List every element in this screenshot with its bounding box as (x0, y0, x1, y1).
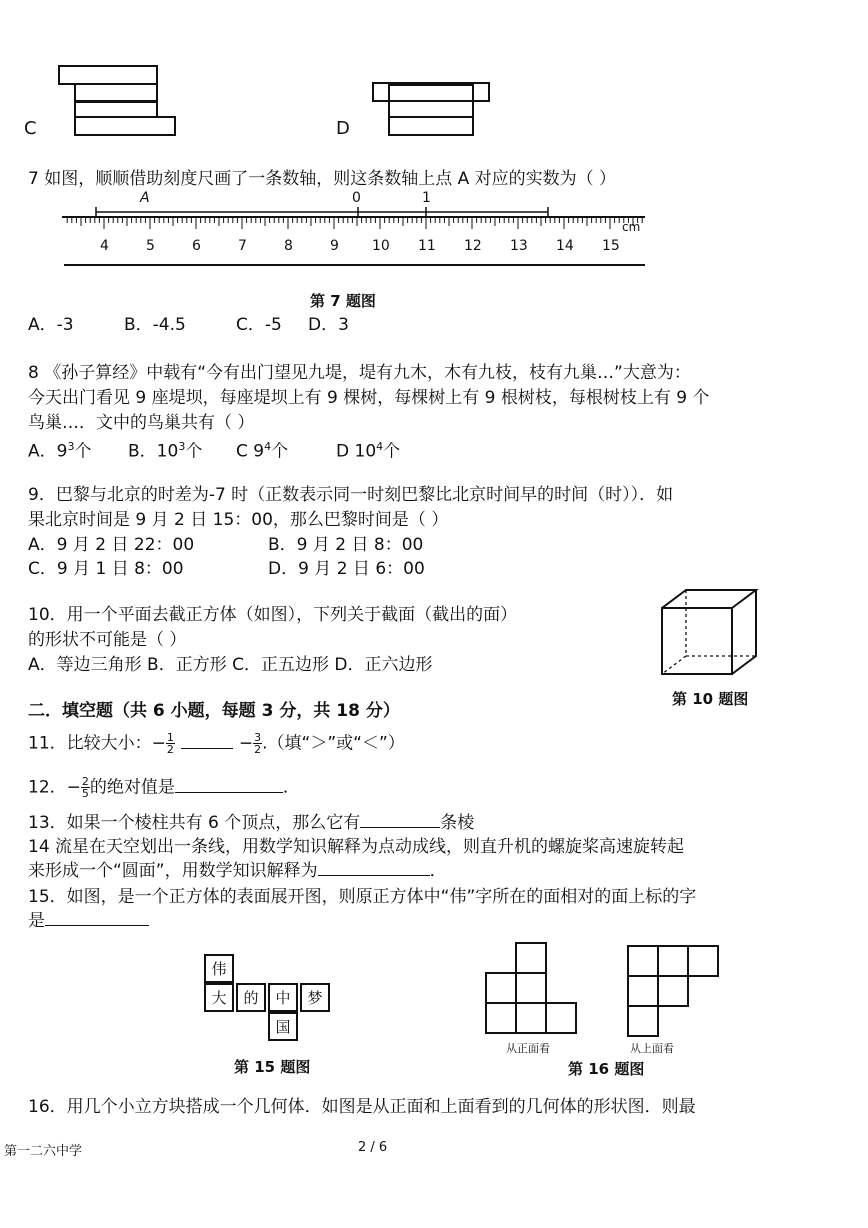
ruler-label: 9 (330, 238, 339, 254)
q7-marker-0: 0 (352, 190, 361, 206)
q8-option-a: A．$9^3$个 (28, 440, 92, 462)
q10-caption: 第 10 题图 (672, 690, 749, 708)
option-c-label: C (24, 118, 37, 139)
q8-option-d: D $10^4$个 (336, 440, 401, 462)
q16-caption: 第 16 题图 (568, 1060, 645, 1078)
footer-page: 2 / 6 (358, 1140, 388, 1155)
net-cell: 的 (236, 983, 266, 1012)
q9-option-a: A．9 月 2 日 22：00 (28, 535, 195, 555)
q7-option-a: A．-3 (28, 315, 74, 335)
q7-marker-1: 1 (422, 190, 431, 206)
q16-front-view (484, 940, 584, 1036)
q16-front-label: 从正面看 (506, 1042, 550, 1055)
ruler-label: 8 (284, 238, 293, 254)
q8-option-b: B．$10^3$个 (128, 440, 203, 462)
net-cell: 中 (268, 983, 298, 1012)
q7-option-c: C．-5 (236, 315, 282, 335)
ruler-label: 13 (510, 238, 528, 254)
q7-question: 7 如图，顺顺借助刻度尺画了一条数轴，则这条数轴上点 A 对应的实数为（ ） (28, 169, 617, 189)
cube-figure (656, 586, 766, 681)
ruler-label: 12 (464, 238, 482, 254)
net-cell: 梦 (300, 983, 330, 1012)
ruler-label: 11 (418, 238, 436, 254)
q9-line1: 9．巴黎与北京的时差为-7 时（正数表示同一时刻巴黎比北京时间早的时间（时））．如 (28, 485, 674, 505)
q8-option-c: C $9^4$个 (236, 440, 289, 462)
section2-title: 二．填空题（共 6 小题，每题 3 分，共 18 分） (28, 701, 400, 721)
q10-line1: 10．用一个平面去截正方体（如图），下列关于截面（截出的面） (28, 605, 518, 625)
ruler-label: 4 (100, 238, 109, 254)
q14-line1: 14 流星在天空划出一条线，用数学知识解释为点动成线，则直升机的螺旋桨高速旋转起 (28, 837, 685, 857)
q15-line1: 15．如图，是一个正方体的表面展开图，则原正方体中“伟”字所在的面相对的面上标的字 (28, 887, 697, 907)
q7-option-d: D．3 (308, 315, 349, 335)
footer-school: 第一二六中学 (4, 1144, 83, 1159)
q13-line: 13．如果一个棱柱共有 6 个顶点，那么它有 条棱 (28, 813, 475, 833)
q10-options: A．等边三角形 B．正方形 C．正五边形 D．正六边形 (28, 655, 433, 675)
q8-line2: 今天出门看见 9 座堤坝，每座堤坝上有 9 棵树，每棵树上有 9 根树枝，每根树枝上有 9 个 (28, 388, 710, 408)
q9-option-d: D．9 月 2 日 6：00 (268, 559, 425, 579)
q15-line2: 是 (28, 910, 149, 932)
q11-line: 11．比较大小：− $\frac{1}{2}$ − $\frac{3}{2}$ .（填“＞”或“＜”） (28, 731, 405, 756)
option-d-label: D (336, 118, 350, 139)
ruler-label: 10 (372, 238, 390, 254)
q9-option-b: B．9 月 2 日 8：00 (268, 535, 424, 555)
net-cell: 伟 (204, 954, 234, 983)
q8-line1: 8 《孙子算经》中载有“今有出门望见九堤，堤有九木，木有九枝，枝有九巢…”大意为： (28, 363, 691, 383)
q9-line2: 果北京时间是 9 月 2 日 15：00，那么巴黎时间是（ ） (28, 510, 449, 530)
q16-top-view (626, 944, 722, 1040)
ruler-label: 15 (602, 238, 620, 254)
q16-line1: 16．用几个小立方块搭成一个几何体．如图是从正面和上面看到的几何体的形状图．则最 (28, 1097, 696, 1117)
q7-option-b: B．-4.5 (124, 315, 186, 335)
q10-line2: 的形状不可能是（ ） (28, 630, 187, 650)
q16-top-label: 从上面看 (630, 1042, 674, 1055)
ruler-unit: cm (622, 220, 641, 234)
ruler-label: 6 (192, 238, 201, 254)
net-cell: 大 (204, 983, 234, 1012)
q7-marker-a: A (140, 190, 150, 206)
ruler-label: 5 (146, 238, 155, 254)
q8-line3: 鸟巢…．文中的鸟巢共有（ ） (28, 413, 255, 433)
net-cell: 国 (268, 1012, 298, 1041)
ruler-label: 14 (556, 238, 574, 254)
q9-option-c: C．9 月 1 日 8：00 (28, 559, 184, 579)
q7-caption: 第 7 题图 (310, 292, 376, 310)
q14-line2: 来形成一个“圆面”，用数学知识解释为 ． (28, 861, 447, 881)
ruler-label: 7 (238, 238, 247, 254)
q12-line: 12．− $\frac{2}{5}$ 的绝对值是 ． (28, 775, 300, 800)
q15-caption: 第 15 题图 (234, 1058, 311, 1076)
